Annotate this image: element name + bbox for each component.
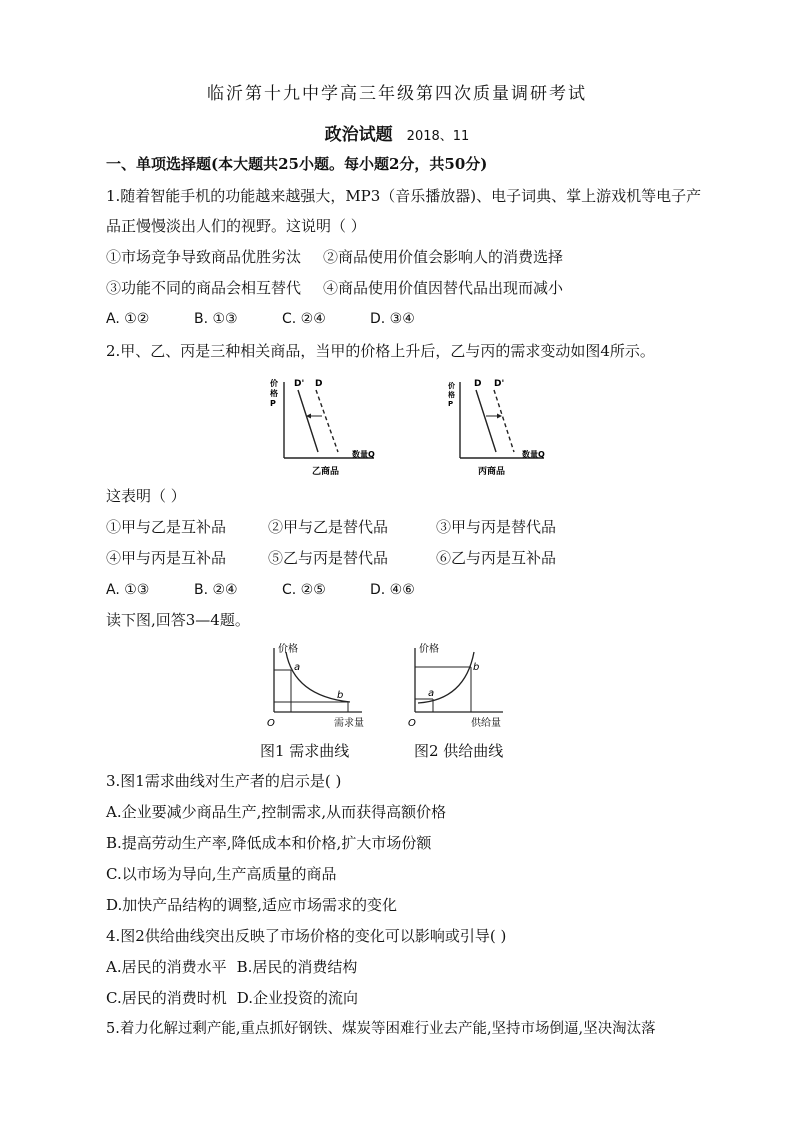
exam-subtitle: [0, 120, 794, 145]
q2-option-2: ②甲与乙是替代品: [268, 518, 389, 536]
q2-option-5: ⑤乙与丙是替代品: [268, 549, 389, 567]
q1-option-row2: [106, 278, 563, 298]
q1-stem-line1: 1.随着智能手机的功能越来越强大，MP3（音乐播放器)、电子词典、掌上游戏机等电子产: [106, 187, 702, 205]
q2-choice-d: D. ④⑥: [370, 582, 415, 598]
q3-option-c: C.以市场为导向,生产高质量的商品: [106, 865, 337, 883]
fig-left-xlabel: 数量Q: [352, 450, 375, 459]
fig-left-ylabel-top: 价: [270, 379, 278, 388]
fig2-origin: O: [408, 718, 416, 729]
q2-stem-line1: 2.甲、乙、丙是三种相关商品，当甲的价格上升后，乙与丙的需求变动如图4所示。: [106, 342, 655, 360]
fig-right-xlabel: 数量Q: [522, 450, 545, 459]
fig-left-curve-label-old: D: [315, 379, 323, 389]
q3-stem: 3.图1需求曲线对生产者的启示是( ): [106, 772, 342, 790]
q1-option-row1: [106, 247, 563, 267]
fig2-caption: 图2 供给曲线: [414, 742, 504, 760]
demand-shift-figure-left: [268, 374, 388, 480]
q4-option-row1: [106, 957, 357, 977]
fig2-xlabel: 供给量: [471, 718, 501, 729]
q1-choice-d: D. ③④: [370, 311, 415, 327]
exam-title: 临沂第十九中学高三年级第四次质量调研考试: [207, 84, 587, 104]
fig-right-ylabel-top: 价: [448, 382, 455, 390]
fig-left-caption: 乙商品: [312, 467, 340, 477]
fig-left-ylabel-mid: 格: [270, 389, 278, 398]
fig-left-curve-old: [316, 390, 338, 452]
subject-title: 政治试题: [324, 125, 393, 145]
q2-choice-a: A. ①③: [106, 582, 150, 598]
q1-option-1: ①市场竞争导致商品优胜劣汰: [106, 248, 302, 266]
fig2-point-a: a: [428, 688, 435, 699]
q2-option-4: ④甲与丙是互补品: [106, 549, 227, 567]
q1-choice-b: B. ①③: [194, 311, 238, 327]
q4-option-row2: [106, 988, 358, 1008]
q4-option-b: B.居民的消费结构: [236, 958, 358, 976]
q2-option-6: ⑥乙与丙是互补品: [436, 549, 557, 567]
fig-right-shift-arrowhead: [497, 414, 502, 419]
fig1-ylabel: 价格: [278, 644, 298, 655]
q4-stem: 4.图2供给曲线突出反映了市场价格的变化可以影响或引导( ): [106, 927, 507, 945]
demand-curve-figure: [262, 640, 374, 730]
q1-choice-a: A. ①②: [106, 311, 150, 327]
fig1-xlabel: 需求量: [334, 718, 364, 729]
supply-curve-figure: [403, 640, 515, 730]
fig1-point-a: a: [294, 662, 301, 673]
q4-option-a: A.居民的消费水平: [106, 958, 227, 976]
q2-choice-c: C. ②⑤: [282, 582, 326, 598]
fig-right-ylabel-p: P: [448, 400, 454, 408]
fig2-point-b: b: [473, 662, 480, 673]
q4-option-d: D.企业投资的流向: [236, 989, 358, 1007]
fig-right-caption: 丙商品: [478, 467, 506, 477]
fig-right-ylabel-mid: 格: [448, 391, 455, 399]
q3-option-d: D.加快产品结构的调整,适应市场需求的变化: [106, 896, 398, 914]
q3-option-a: A.企业要减少商品生产,控制需求,从而获得高额价格: [106, 803, 447, 821]
q1-stem-line2: 品正慢慢淡出人们的视野。这说明（ ）: [106, 217, 366, 235]
q2-stem-line2: 这表明（ ）: [106, 487, 186, 505]
fig1-point-b: b: [337, 690, 344, 701]
fig-left-curve-label-new: D': [294, 379, 305, 389]
q3-option-b: B.提高劳动生产率,降低成本和价格,扩大市场份额: [106, 834, 432, 852]
fig1-caption: 图1 需求曲线: [260, 742, 350, 760]
fig2-ylabel: 价格: [419, 644, 439, 655]
read-instruction: 读下图,回答3—4题。: [106, 611, 250, 629]
q1-option-3: ③功能不同的商品会相互替代: [106, 279, 302, 297]
q1-option-2: ②商品使用价值会影响人的消费选择: [323, 248, 564, 266]
fig-right-curve-label-new: D': [494, 379, 505, 389]
fig-right-curve-old: [476, 390, 496, 452]
q2-option-1: ①甲与乙是互补品: [106, 518, 227, 536]
exam-date: 2018、11: [406, 129, 470, 144]
fig-right-curve-new: [494, 390, 514, 452]
q1-choice-c: C. ②④: [282, 311, 326, 327]
demand-shift-figure-right: [448, 374, 558, 480]
q2-choice-b: B. ②④: [194, 582, 238, 598]
section-heading: 一、单项选择题(本大题共25小题。每小题2分，共50分): [106, 155, 488, 173]
fig2-supply-curve: [418, 652, 474, 703]
q5-stem-line1: 5.着力化解过剩产能,重点抓好钢铁、煤炭等困难行业去产能,坚持市场倒逼,坚决淘汰落: [106, 1021, 656, 1037]
fig-left-ylabel-p: P: [270, 399, 276, 408]
q1-option-4: ④商品使用价值因替代品出现而减小: [323, 279, 564, 297]
q2-option-3: ③甲与丙是替代品: [436, 518, 557, 536]
q4-option-c: C.居民的消费时机: [106, 989, 227, 1007]
fig-left-curve-new: [298, 390, 318, 452]
fig-right-curve-label-old: D: [474, 379, 482, 389]
fig1-origin: O: [267, 718, 275, 729]
